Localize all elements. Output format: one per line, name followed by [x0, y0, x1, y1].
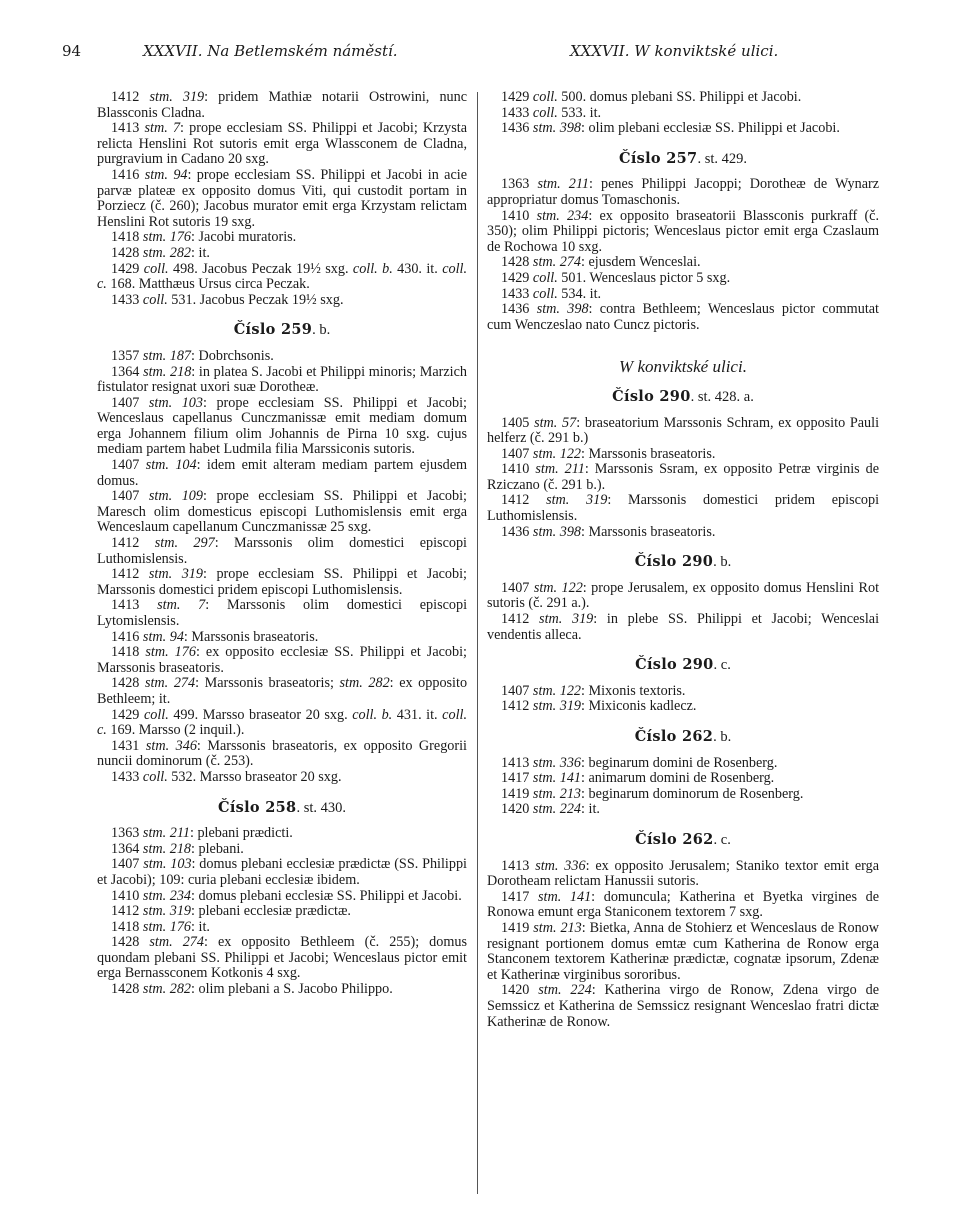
record-entry: 1407 stm. 122: Mixonis textoris. — [501, 682, 686, 699]
record-entry: 1419 stm. 213: beginarum dominorum de Rosenberg. — [501, 785, 804, 802]
record-entry: 1363 stm. 211: plebani prædicti. — [111, 825, 293, 842]
record-entry: 1407 stm. 109: prope ecclesiam SS. Philippi et Jacobi; Maresch olim domesticus episcopi Luthomislensis emit erga Wenceslaum capellanum Cunczmanissæ 25 sxg. — [97, 488, 467, 536]
record-entry: 1412 stm. 319: plebani ecclesiæ prædictæ. — [111, 903, 351, 920]
record-entry: 1363 stm. 211: penes Philippi Jacoppi; Dorotheæ de Wynarz appropriatur domus Tomaschonis. — [487, 176, 880, 208]
column-divider — [477, 92, 478, 1194]
record-entry: 1420 stm. 224: Katherina virgo de Ronow, Zdena virgo de Semssicz et Katherina de Semssicz resignant Wenceslao fratri dictæ Katherinæ de Ronow. — [487, 982, 880, 1030]
record-entry: 1407 stm. 103: domus plebani ecclesiæ prædictæ (SS. Philippi et Jacobi); 109: curia plebani ecclesiæ ibidem. — [97, 856, 468, 888]
record-entry: 1429 coll. 500. domus plebani SS. Philippi et Jacobi. — [501, 89, 802, 105]
record-entry: 1364 stm. 218: plebani. — [111, 840, 244, 857]
record-entry: 1412 stm. 319: Marssonis domestici pridem episcopi Luthomislensis. — [487, 492, 880, 525]
record-entry: 1433 coll. 533. it. — [501, 104, 602, 121]
record-entry: 1413 stm. 7: Marssonis olim domestici episcopi Lytomislensis. — [97, 597, 468, 629]
record-entry: 1428 stm. 274: ejusdem Wenceslai. — [501, 254, 701, 271]
record-entry: 1357 stm. 187: Dobrchsonis. — [111, 347, 274, 364]
record-entry: 1410 stm. 211: Marssonis Ssram, ex opposito Petræ virginis de Rziczano (č. 291 b.). — [487, 461, 880, 493]
record-entry: 1416 stm. 94: Marssonis braseatoris. — [111, 628, 319, 645]
record-entry: 1428 stm. 282: it. — [111, 244, 210, 261]
left-column — [97, 90, 467, 998]
record-entry: 1405 stm. 57: braseatorium Marssonis Schram, ex opposito Pauli helferz (č. 291 b.) — [487, 414, 880, 447]
record-entry: 1412 stm. 319: pridem Mathiæ notarii Ostrowini, nunc Blassconis Cladna. — [97, 89, 468, 121]
record-entry: 1428 stm. 274: ex opposito Bethleem (č. 255); domus quondam plebani SS. Philippi et Jacobi; Wenceslaus pictor emit erga Bernassconem Kotkonis 4 sxg. — [97, 934, 468, 982]
record-entry: 1429 coll. 499. Marsso braseator 20 sxg. coll. b. 431. it. coll. c. 169. Marsso (2 inquil.). — [97, 706, 467, 739]
section-number-heading: Číslo 262. c. — [635, 830, 731, 848]
section-number-heading: Číslo 258. st. 430. — [218, 798, 346, 816]
record-entry: 1413 stm. 336: ex opposito Jerusalem; Staniko textor emit erga Dorotheam relictam Hanussii sutoris. — [487, 857, 880, 890]
section-number-heading: Číslo 259. b. — [233, 321, 331, 339]
record-entry: 1364 stm. 218: in platea S. Jacobi et Philippi minoris; Marzich fistulator resignat uxori suæ Dorotheæ. — [97, 363, 468, 396]
right-column — [487, 90, 879, 1030]
record-entry: 1417 stm. 141: animarum domini de Rosenberg. — [501, 770, 775, 787]
record-entry: 1436 stm. 398: Marssonis braseatoris. — [501, 523, 716, 540]
left-running-title: XXXVII. Na Betlemském náměstí. — [143, 42, 398, 60]
record-entry: 1412 stm. 319: prope ecclesiam SS. Philippi et Jacobi; Marssonis domestici pridem episcopi Luthomislensis. — [97, 566, 467, 598]
record-entry: 1418 stm. 176: Jacobi muratoris. — [111, 229, 297, 246]
record-entry: 1433 coll. 534. it. — [501, 285, 602, 302]
street-section-heading: W konviktské ulici. — [619, 357, 747, 377]
record-entry: 1428 stm. 274: Marssonis braseatoris; stm. 282: ex opposito Bethleem; it. — [97, 675, 468, 707]
record-entry: 1419 stm. 213: Bietka, Anna de Stohierz et Wenceslaus de Ronow resignant portionem domus emtæ cum Katherina de Ronow erga Stanconem textorem Katherinæ prædictæ, cognatæ ipsorum, Zdenæ et Katherinæ virginibus sororibus. — [487, 919, 880, 983]
record-entry: 1407 stm. 122: prope Jerusalem, ex opposito domus Henslini Rot sutoris (č. 291 a.). — [487, 579, 880, 612]
record-entry: 1420 stm. 224: it. — [501, 801, 600, 818]
record-entry: 1433 coll. 532. Marsso braseator 20 sxg. — [111, 768, 342, 785]
record-entry: 1416 stm. 94: prope ecclesiam SS. Philippi et Jacobi in acie parvæ plateæ ex opposito domus Viti, qui custodit portam in Porziecz (č. 260); Jacobus murator emit erga Krzystam relictam Henslini Rot sutoris 19 sxg. — [97, 166, 468, 230]
record-entry: 1418 stm. 176: it. — [111, 918, 210, 935]
record-entry: 1412 stm. 297: Marssonis olim domestici episcopi Luthomislensis. — [97, 535, 467, 567]
record-entry: 1410 stm. 234: ex opposito braseatorii Blassconis purkraff (č. 350); olim Philippi pictoris; Wenceslaus pictor emit erga Czaslaum de Rochowa 10 sxg. — [487, 207, 880, 255]
section-number-heading: Číslo 262. b. — [634, 728, 732, 745]
section-number-heading: Číslo 290. c. — [635, 656, 731, 674]
record-entry: 1431 stm. 346: Marssonis braseatoris, ex opposito Gregorii nuncii dominorum (č. 253). — [97, 737, 467, 770]
page-number: 94 — [62, 42, 82, 60]
record-entry: 1429 coll. 501. Wenceslaus pictor 5 sxg. — [501, 269, 731, 286]
right-running-title: XXXVII. W konviktské ulici. — [570, 42, 779, 60]
record-entry: 1413 stm. 336: beginarum domini de Rosenberg. — [501, 754, 778, 771]
record-entry: 1436 stm. 398: olim plebani ecclesiæ SS. Philippi et Jacobi. — [501, 120, 840, 137]
record-entry: 1436 stm. 398: contra Bethleem; Wenceslaus pictor commutat cum Wenczeslao nato Cuncz pictoris. — [487, 301, 879, 333]
record-entry: 1412 stm. 319: in plebe SS. Philippi et Jacobi; Wenceslai vendentis alleca. — [487, 611, 880, 643]
record-entry: 1433 coll. 531. Jacobus Peczak 19½ sxg. — [111, 291, 344, 308]
record-entry: 1428 stm. 282: olim plebani a S. Jacobo Philippo. — [111, 981, 393, 998]
section-number-heading: Číslo 290. st. 428. a. — [612, 387, 754, 405]
record-entry: 1407 stm. 122: Marssonis braseatoris. — [501, 445, 716, 462]
record-entry: 1413 stm. 7: prope ecclesiam SS. Philippi et Jacobi; Krzysta relicta Henslini Rot sutoris emit erga Wlassconem de Cladna, purgravium in Cadano 20 sxg. — [97, 120, 468, 168]
section-number-heading: Číslo 257. st. 429. — [619, 149, 747, 167]
section-number-heading: Číslo 290. b. — [634, 553, 732, 571]
record-entry: 1407 stm. 104: idem emit alteram mediam partem ejusdem domus. — [97, 457, 468, 489]
record-entry: 1412 stm. 319: Mixiconis kadlecz. — [501, 698, 697, 715]
record-entry: 1410 stm. 234: domus plebani ecclesiæ SS. Philippi et Jacobi. — [111, 887, 462, 904]
record-entry: 1418 stm. 176: ex opposito ecclesiæ SS. Philippi et Jacobi; Marssonis braseatoris. — [97, 644, 467, 676]
record-entry: 1407 stm. 103: prope ecclesiam SS. Philippi et Jacobi; Wenceslaus capellanus Cunczmanissæ emit mediam domum erga Johannem filium olim Johannis de Pirna 10 sxg. cujus mediam partem habet Ludmila filia Marssiconis sutoris. — [97, 394, 467, 458]
record-entry: 1417 stm. 141: domuncula; Katherina et Byetka virgines de Ronowa emunt erga Staniconem textorem 7 sxg. — [487, 888, 880, 921]
record-entry: 1429 coll. 498. Jacobus Peczak 19½ sxg. coll. b. 430. it. coll. c. 168. Matthæus Ursus circa Peczak. — [97, 260, 468, 293]
